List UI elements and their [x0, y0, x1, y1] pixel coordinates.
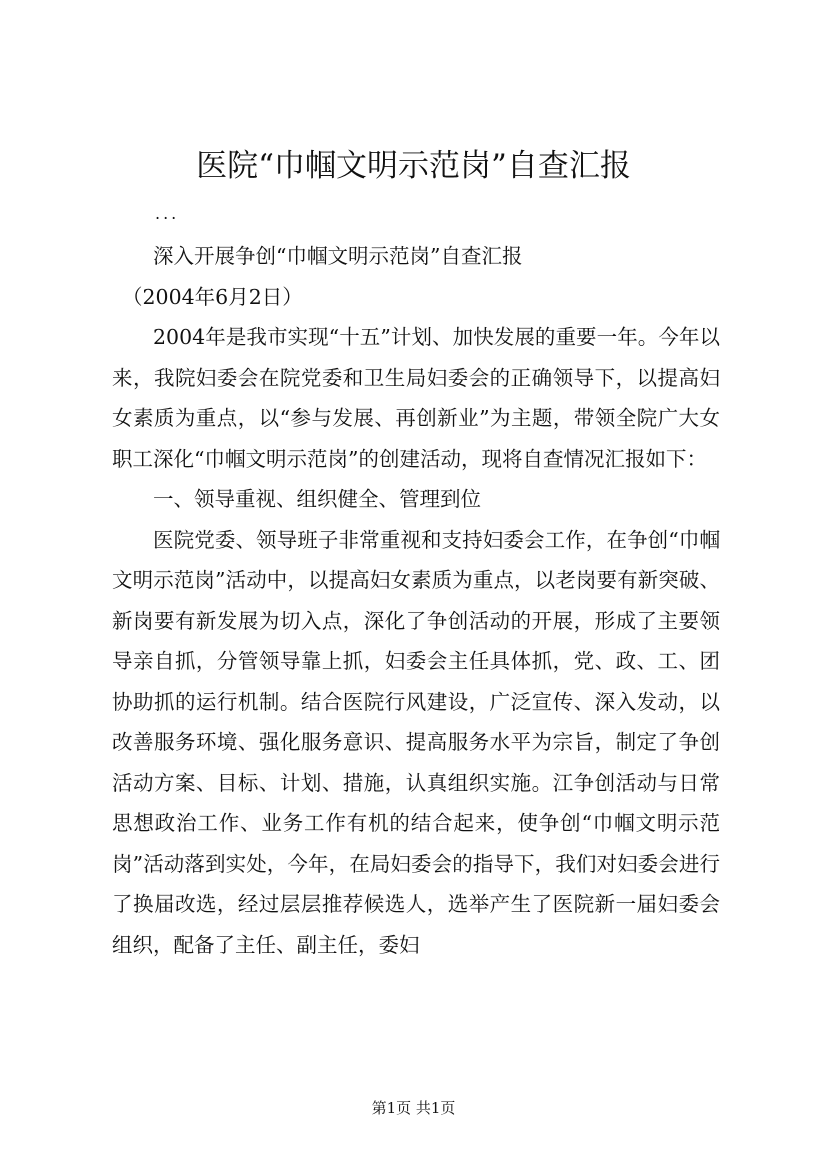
- page-footer: 第1页 共1页: [371, 1099, 456, 1117]
- intro-paragraph: 2004年是我市实现“十五”计划、加快发展的重要一年。今年以来，我院妇委会在院党委和卫生局妇委会的正确领导下，以提高妇女素质为重点，以“参与发展、再创新业”为主题，带领全院广大女职工深化“巾帼文明示范岗”的创建活动，现将自查情况汇报如下：: [112, 325, 720, 471]
- document-title: 医院“巾帼文明示范岗”自查汇报: [196, 148, 631, 184]
- section-paragraph: 医院党委、领导班子非常重视和支持妇委会工作，在争创“巾帼文明示范岗”活动中，以提高妇女素质为重点，以老岗要有新突破、新岗要有新发展为切入点，深化了争创活动的开展，形成了主要领导亲自抓，分管领导靠上抓，妇委会主任具体抓，党、政、工、团协助抓的运行机制。结合医院行风建设，广泛宣传、深入发动，以改善服务环境、强化服务意识、提高服务水平为宗旨，制定了争创活动方案、目标、计划、措施，认真组织实施。江争创活动与日常思想政治工作、业务工作有机的结合起来，使争创“巾帼文明示范岗”活动落到实处，今年，在局妇委会的指导下，我们对妇委会进行了换届改选，经过层层推荐候选人，选举产生了医院新一届妇委会组织，配备了主任、副主任，委妇: [112, 527, 720, 957]
- subtitle-paragraph: 深入开展争创“巾帼文明示范岗”自查汇报: [153, 244, 523, 268]
- ellipsis-mark: ...: [155, 204, 180, 223]
- date-paragraph: （2004年6月2日）: [122, 284, 303, 309]
- section-heading: 一、领导重视、组织健全、管理到位: [153, 487, 481, 511]
- document-body: [112, 236, 720, 965]
